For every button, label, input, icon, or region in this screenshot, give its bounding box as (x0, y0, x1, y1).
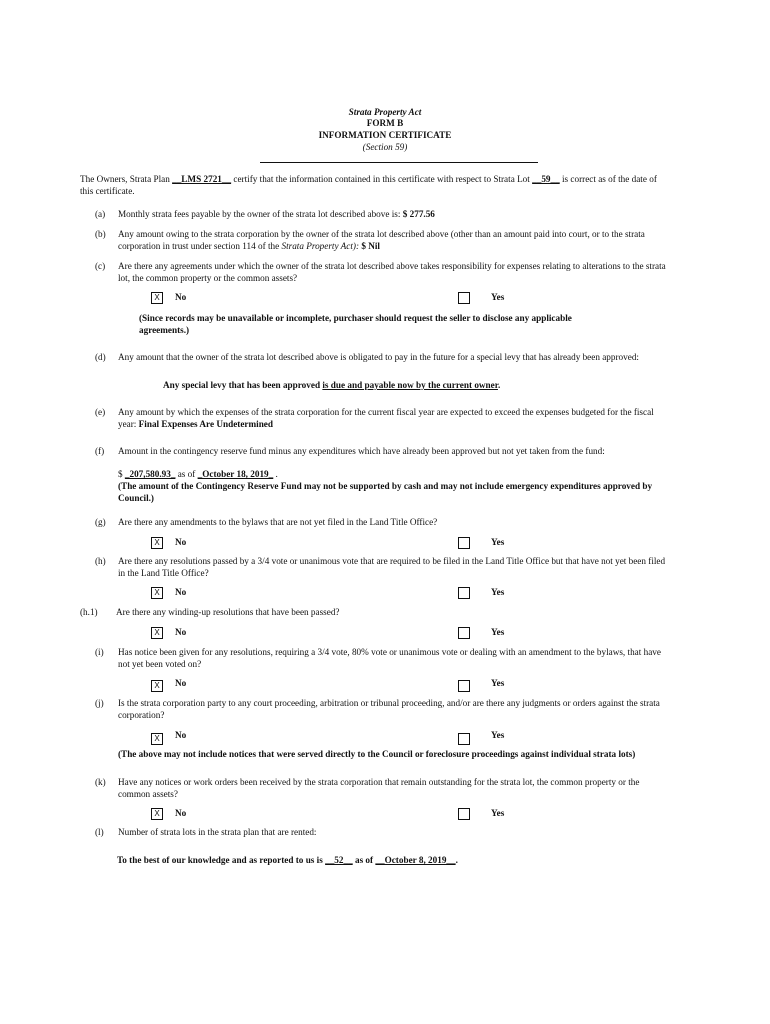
item-d-label: (d) (95, 352, 106, 362)
item-f-label: (f) (95, 446, 105, 456)
item-j-no-label: No (175, 730, 187, 740)
special-levy-note-pre: Any special levy that has been approved (163, 380, 321, 390)
item-j-text (118, 698, 726, 721)
item-a-label: (a) (95, 209, 106, 219)
rented-lots-count: __52__ (325, 855, 353, 865)
item-j-yes-label: Yes (491, 730, 505, 740)
item-e-line2-pre: year: (118, 418, 137, 429)
item-c-note-line2: agreements.) (139, 324, 190, 335)
contingency-fund-line (118, 469, 278, 479)
item-a-text (118, 209, 726, 221)
certificate-title: INFORMATION CERTIFICATE (318, 130, 452, 140)
item-h-no-checkbox[interactable]: X (151, 587, 163, 599)
item-c-line1: Are there any agreements under which the owner of the strata lot described above takes responsibility for expenses relating to alterations to the strata (118, 261, 666, 271)
contingency-dollar-sign: $ (118, 469, 123, 479)
strata-fee-value: $ 277.56 (402, 209, 435, 219)
item-a-question: Monthly strata fees payable by the owner of the strata lot described above is: (118, 209, 401, 219)
contingency-note-line2: Council.) (118, 492, 154, 503)
item-k-line1: Have any notices or work orders been received by the strata corporation that remain outstanding for the strata lot, the common property or the (118, 777, 640, 787)
item-l-text: Number of strata lots in the strata plan that are rented: (118, 827, 317, 837)
item-b-line1: Any amount owing to the strata corporation by the owner of the strata lot described above (other than an amount paid into court, or to the strata (118, 229, 645, 239)
item-b-line2-pre: corporation in trust under section 114 of the (118, 240, 280, 251)
item-g-no-checkbox[interactable]: X (151, 537, 163, 549)
item-h1-label: (h.1) (80, 607, 98, 617)
item-j-label: (j) (95, 698, 104, 708)
item-h1-text: Are there any winding-up resolutions that have been passed? (116, 607, 340, 617)
item-k-line2: common assets? (118, 788, 178, 799)
item-c-line2: lot, the common property or the common assets? (118, 272, 298, 283)
item-c-yes-label: Yes (491, 292, 505, 302)
intro-line2: this certificate. (80, 185, 135, 196)
item-b-text (118, 229, 726, 252)
item-h-text (118, 556, 726, 579)
item-i-no-label: No (175, 678, 187, 688)
item-c-no-checkbox[interactable]: X (151, 292, 163, 304)
item-c-note (139, 313, 699, 336)
rented-lots-as-of: as of (354, 855, 374, 865)
strata-lot-number: __59__ (532, 174, 560, 184)
item-b-act-name: Strata Property Act): (281, 240, 360, 251)
item-h-label: (h) (95, 556, 106, 566)
act-title: Strata Property Act (348, 107, 422, 117)
item-f-text: Amount in the contingency reserve fund minus any expenditures which have already been approved but not yet taken from the fund: (118, 446, 605, 456)
item-h-yes-checkbox[interactable] (458, 587, 470, 599)
item-c-label: (c) (95, 261, 106, 271)
item-c-text (118, 261, 726, 284)
item-c-yes-checkbox[interactable] (458, 292, 470, 304)
item-g-no-label: No (175, 537, 187, 547)
item-c-note-line1: (Since records may be unavailable or incomplete, purchaser should request the seller to disclose any applicable (139, 313, 572, 323)
item-i-yes-checkbox[interactable] (458, 680, 470, 692)
intro-pre: The Owners, Strata Plan (80, 174, 170, 184)
item-h1-no-checkbox[interactable]: X (151, 627, 163, 639)
special-levy-note-post: . (497, 380, 501, 390)
intro-paragraph (80, 174, 727, 197)
header-divider (260, 162, 538, 163)
item-g-yes-label: Yes (491, 537, 505, 547)
item-l-label: (l) (95, 827, 104, 837)
contingency-note (118, 481, 728, 504)
item-j-yes-checkbox[interactable] (458, 733, 470, 745)
item-i-yes-label: Yes (491, 678, 505, 688)
intro-post: is correct as of the date of (561, 174, 657, 184)
item-i-text (118, 647, 726, 670)
item-k-yes-label: Yes (491, 808, 505, 818)
contingency-fund-amount: _207,580.93_ (124, 469, 176, 479)
contingency-note-line1: (The amount of the Contingency Reserve Fund may not be supported by cash and may not include emergency expenditures approved by (118, 481, 653, 491)
item-e-label: (e) (95, 407, 106, 417)
item-c-no-label: No (175, 292, 187, 302)
form-title: FORM B (366, 118, 404, 128)
item-e-text (118, 407, 726, 430)
amount-owing-value: $ Nil (361, 240, 380, 251)
special-levy-note (163, 380, 500, 390)
item-h-no-label: No (175, 587, 187, 597)
item-i-line2: not yet been voted on? (118, 658, 202, 669)
item-i-label: (i) (95, 647, 104, 657)
item-g-yes-checkbox[interactable] (458, 537, 470, 549)
excess-expenses-value: Final Expenses Are Undetermined (138, 418, 273, 429)
intro-mid: certify that the information contained in this certificate with respect to Strata Lot (233, 174, 530, 184)
item-d-text: Any amount that the owner of the strata lot described above is obligated to pay in the future for a special levy that has already been approved: (118, 352, 639, 362)
item-k-label: (k) (95, 777, 106, 787)
item-k-yes-checkbox[interactable] (458, 808, 470, 820)
rented-lots-pre: To the best of our knowledge and as reported to us is (117, 855, 323, 865)
item-h1-yes-label: Yes (491, 627, 505, 637)
item-j-line1: Is the strata corporation party to any court proceeding, arbitration or tribunal proceeding, and/or are there any judgments or orders against the strata (118, 698, 660, 708)
item-h1-yes-checkbox[interactable] (458, 627, 470, 639)
special-levy-note-underlined: is due and payable now by the current owner (322, 380, 498, 390)
contingency-as-of: as of (177, 469, 196, 479)
item-h-yes-label: Yes (491, 587, 505, 597)
item-h1-no-label: No (175, 627, 187, 637)
strata-plan-number: __LMS 2721__ (172, 174, 232, 184)
rented-lots-period: . (455, 855, 458, 865)
rented-lots-date: __October 8, 2019__ (375, 855, 456, 865)
item-j-no-checkbox[interactable]: X (151, 733, 163, 745)
contingency-fund-date: _October 18, 2019_ (197, 469, 274, 479)
item-k-text (118, 777, 726, 800)
item-g-label: (g) (95, 517, 106, 527)
item-b-label: (b) (95, 229, 106, 239)
item-k-no-checkbox[interactable]: X (151, 808, 163, 820)
item-h-line2: in the Land Title Office? (118, 567, 209, 578)
contingency-period: . (275, 469, 278, 479)
item-j-line2: corporation? (118, 709, 165, 720)
item-j-note: (The above may not include notices that were served directly to the Council or foreclosure proceedings against individual strata lots) (118, 749, 636, 759)
item-g-text: Are there any amendments to the bylaws that are not yet filed in the Land Title Office? (118, 517, 438, 527)
section-reference: (Section 59) (362, 142, 408, 152)
item-i-no-checkbox[interactable]: X (151, 680, 163, 692)
item-k-no-label: No (175, 808, 187, 818)
rented-lots-line (117, 855, 458, 865)
item-i-line1: Has notice been given for any resolutions, requiring a 3/4 vote, 80% vote or unanimous vote or dealing with an amendment to the bylaws, that have (118, 647, 661, 657)
item-e-line1: Any amount by which the expenses of the strata corporation for the current fiscal year are expected to exceed the expenses budgeted for the fiscal (118, 407, 654, 417)
item-h-line1: Are there any resolutions passed by a 3/4 vote or unanimous vote that are required to be filed in the Land Title Office but that have not yet been filed (118, 556, 666, 566)
